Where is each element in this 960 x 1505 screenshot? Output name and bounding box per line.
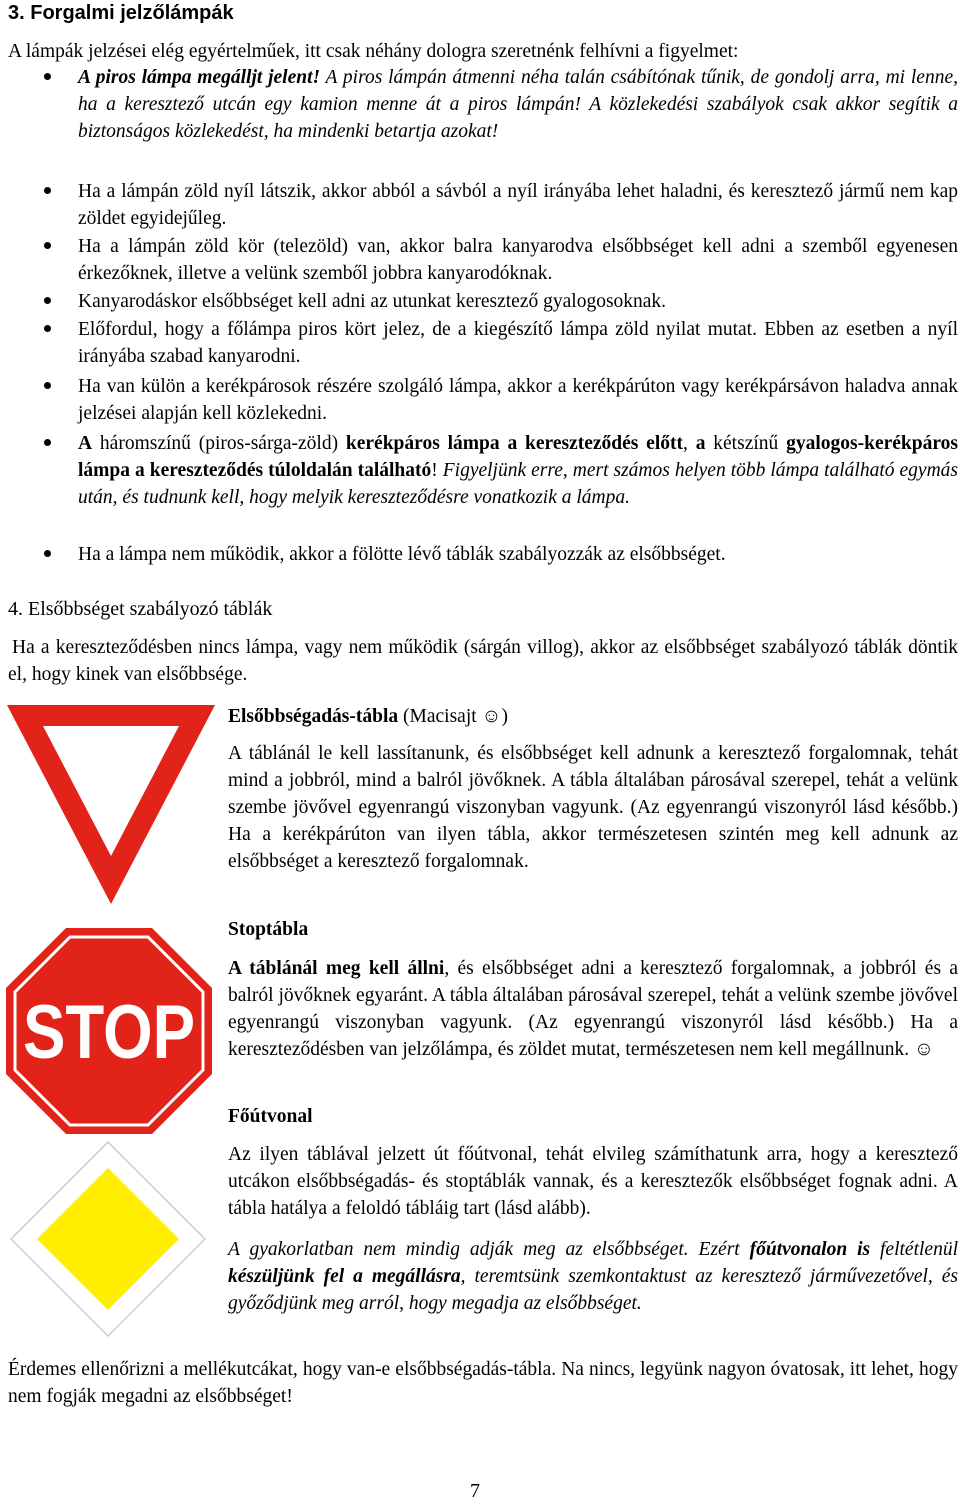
page-number: 7 — [470, 1480, 480, 1502]
stop-sign-text: A táblánál meg kell állni, és elsőbbséget adni a keresztező forgalomnak, a jobbról és a balról jövőknek egyaránt. A tábla általában párosával szerepel, tehát a velünk szembe jövővel egyenrangú viszonyban vagyunk. (Az egyenrangú viszonyról lásd később.) Ha a kereszteződésben van jelzőlámpa, és zöldet mutat, természetesen nem kell megállnunk. ☺ — [228, 958, 959, 1060]
bullet-icon — [44, 297, 51, 304]
bullet-icon — [44, 325, 51, 332]
bullet-turning: Kanyarodáskor elsőbbséget kell adni az utunkat keresztező gyalogosoknak. — [78, 291, 667, 312]
closing-paragraph: Érdemes ellenőrizni a mellékutcákat, hogy van-e elsőbbségadás-tábla. Na nincs, legyünk nagyon óvatosak, itt lehet, hogy nem fogják megadni az elsőbbséget! — [8, 1359, 958, 1407]
bullet-icon — [44, 439, 51, 446]
yield-sign-text: A táblánál le kell lassítanunk, és elsőbbséget kell adnunk a keresztező forgalomnak, tehát mind a jobbról, mind a balról jövőknek. A tábla általában párosával szerepel, tehát a velünk szembe jövővel egyenrangú viszonyban vagyunk. (Az egyenrangú viszonyról lásd később.) Ha a kerékpárúton van ilyen tábla, akkor természetesen szintén meg kell adnunk az elsőbbséget a keresztező forgalomnak. — [228, 743, 958, 872]
bullet-icon — [44, 73, 51, 80]
main-road-text: Az ilyen táblával jelzett út főútvonal, tehát elvileg számíthatunk arra, hogy a keresztező utcákon elsőbbségadás- és stoptáblák vannak, és a keresztezők elsőbbséget fognak adni. A tábla hatálya a feloldó tábláig tart (lásd alább). — [228, 1144, 958, 1219]
section-3-heading: 3. Forgalmi jelzőlámpák — [8, 2, 234, 24]
yield-sign-title: Elsőbbségadás-tábla (Macisajt ☺) — [228, 706, 508, 727]
main-road-warning: A gyakorlatban nem mindig adják meg az elsőbbséget. Ezért főútvonalon is feltétlenül készüljünk fel a megállásra, teremtsünk szemkontaktust az keresztező járművezetővel, és győződjünk meg arról, hogy megadja az elsőbbséget. — [228, 1239, 958, 1314]
bullet-supplementary-lamp: Előfordul, hogy a főlámpa piros kört jelez, de a kiegészítő lámpa zöld nyilat mutat. Ebben az esetben a nyíl irányába szabad kanyarodni. — [78, 319, 958, 367]
bullet-icon — [44, 187, 51, 194]
stop-sign-icon — [4, 926, 214, 1136]
main-road-sign-icon — [9, 1140, 207, 1338]
bullet-lamp-not-working: Ha a lámpa nem működik, akkor a fölötte lévő táblák szabályozzák az elsőbbséget. — [78, 544, 726, 565]
section-4-intro: Ha a kereszteződésben nincs lámpa, vagy nem működik (sárgán villog), akkor az elsőbbséget szabályozó táblák döntik el, hogy kinek van elsőbbsége. — [8, 637, 958, 685]
yield-sign-icon — [5, 703, 217, 906]
bullet-red-light: A piros lámpa megálljt jelent! A piros lámpán átmenni néha talán csábítónak tűnik, de gondolj arra, mi lenne, ha a keresztező utcán egy kamion menne át a piros lámpán! A közlekedési szabályok csak akkor segítik a biztonságos közlekedést, ha mindenki betartja azokat! — [78, 67, 958, 142]
bullet-green-circle: Ha a lámpán zöld kör (telezöld) van, akkor balra kanyarodva elsőbbséget kell adni a szemből egyenesen érkezőknek, illetve a velünk szemből jobbra kanyarodóknak. — [78, 236, 958, 284]
stop-sign-label: STOP — [23, 990, 195, 1075]
bullet-icon — [44, 242, 51, 249]
bullet-bicycle-lamp: Ha van külön a kerékpárosok részére szolgáló lámpa, akkor a kerékpárúton vagy kerékpársávon haladva annak jelzései alapján kell közlekedni. — [78, 376, 958, 424]
section-4-heading: 4. Elsőbbséget szabályozó táblák — [8, 598, 273, 620]
stop-sign-title: Stoptábla — [228, 919, 309, 940]
bullet-icon — [44, 382, 51, 389]
bullet-icon — [44, 550, 51, 557]
main-road-title: Főútvonal — [228, 1106, 313, 1127]
bullet-green-arrow: Ha a lámpán zöld nyíl látszik, akkor abból a sávból a nyíl irányába lehet haladni, és keresztező jármű nem kap zöldet egyidejűleg. — [78, 181, 958, 229]
bullet-bicycle-lamp-position: A háromszínű (piros-sárga-zöld) kerékpáros lámpa a kereszteződés előtt, a kétszínű gyalogos-kerékpáros lámpa a kereszteződés túloldalán található! Figyeljünk erre, mert számos helyen több lámpa található egymás után, és tudnunk kell, hogy melyik kereszteződésre vonatkozik a lámpa. — [78, 433, 958, 508]
section-3-intro: A lámpák jelzései elég egyértelműek, itt csak néhány dologra szeretnénk felhívni a figyelmet: — [8, 41, 739, 62]
